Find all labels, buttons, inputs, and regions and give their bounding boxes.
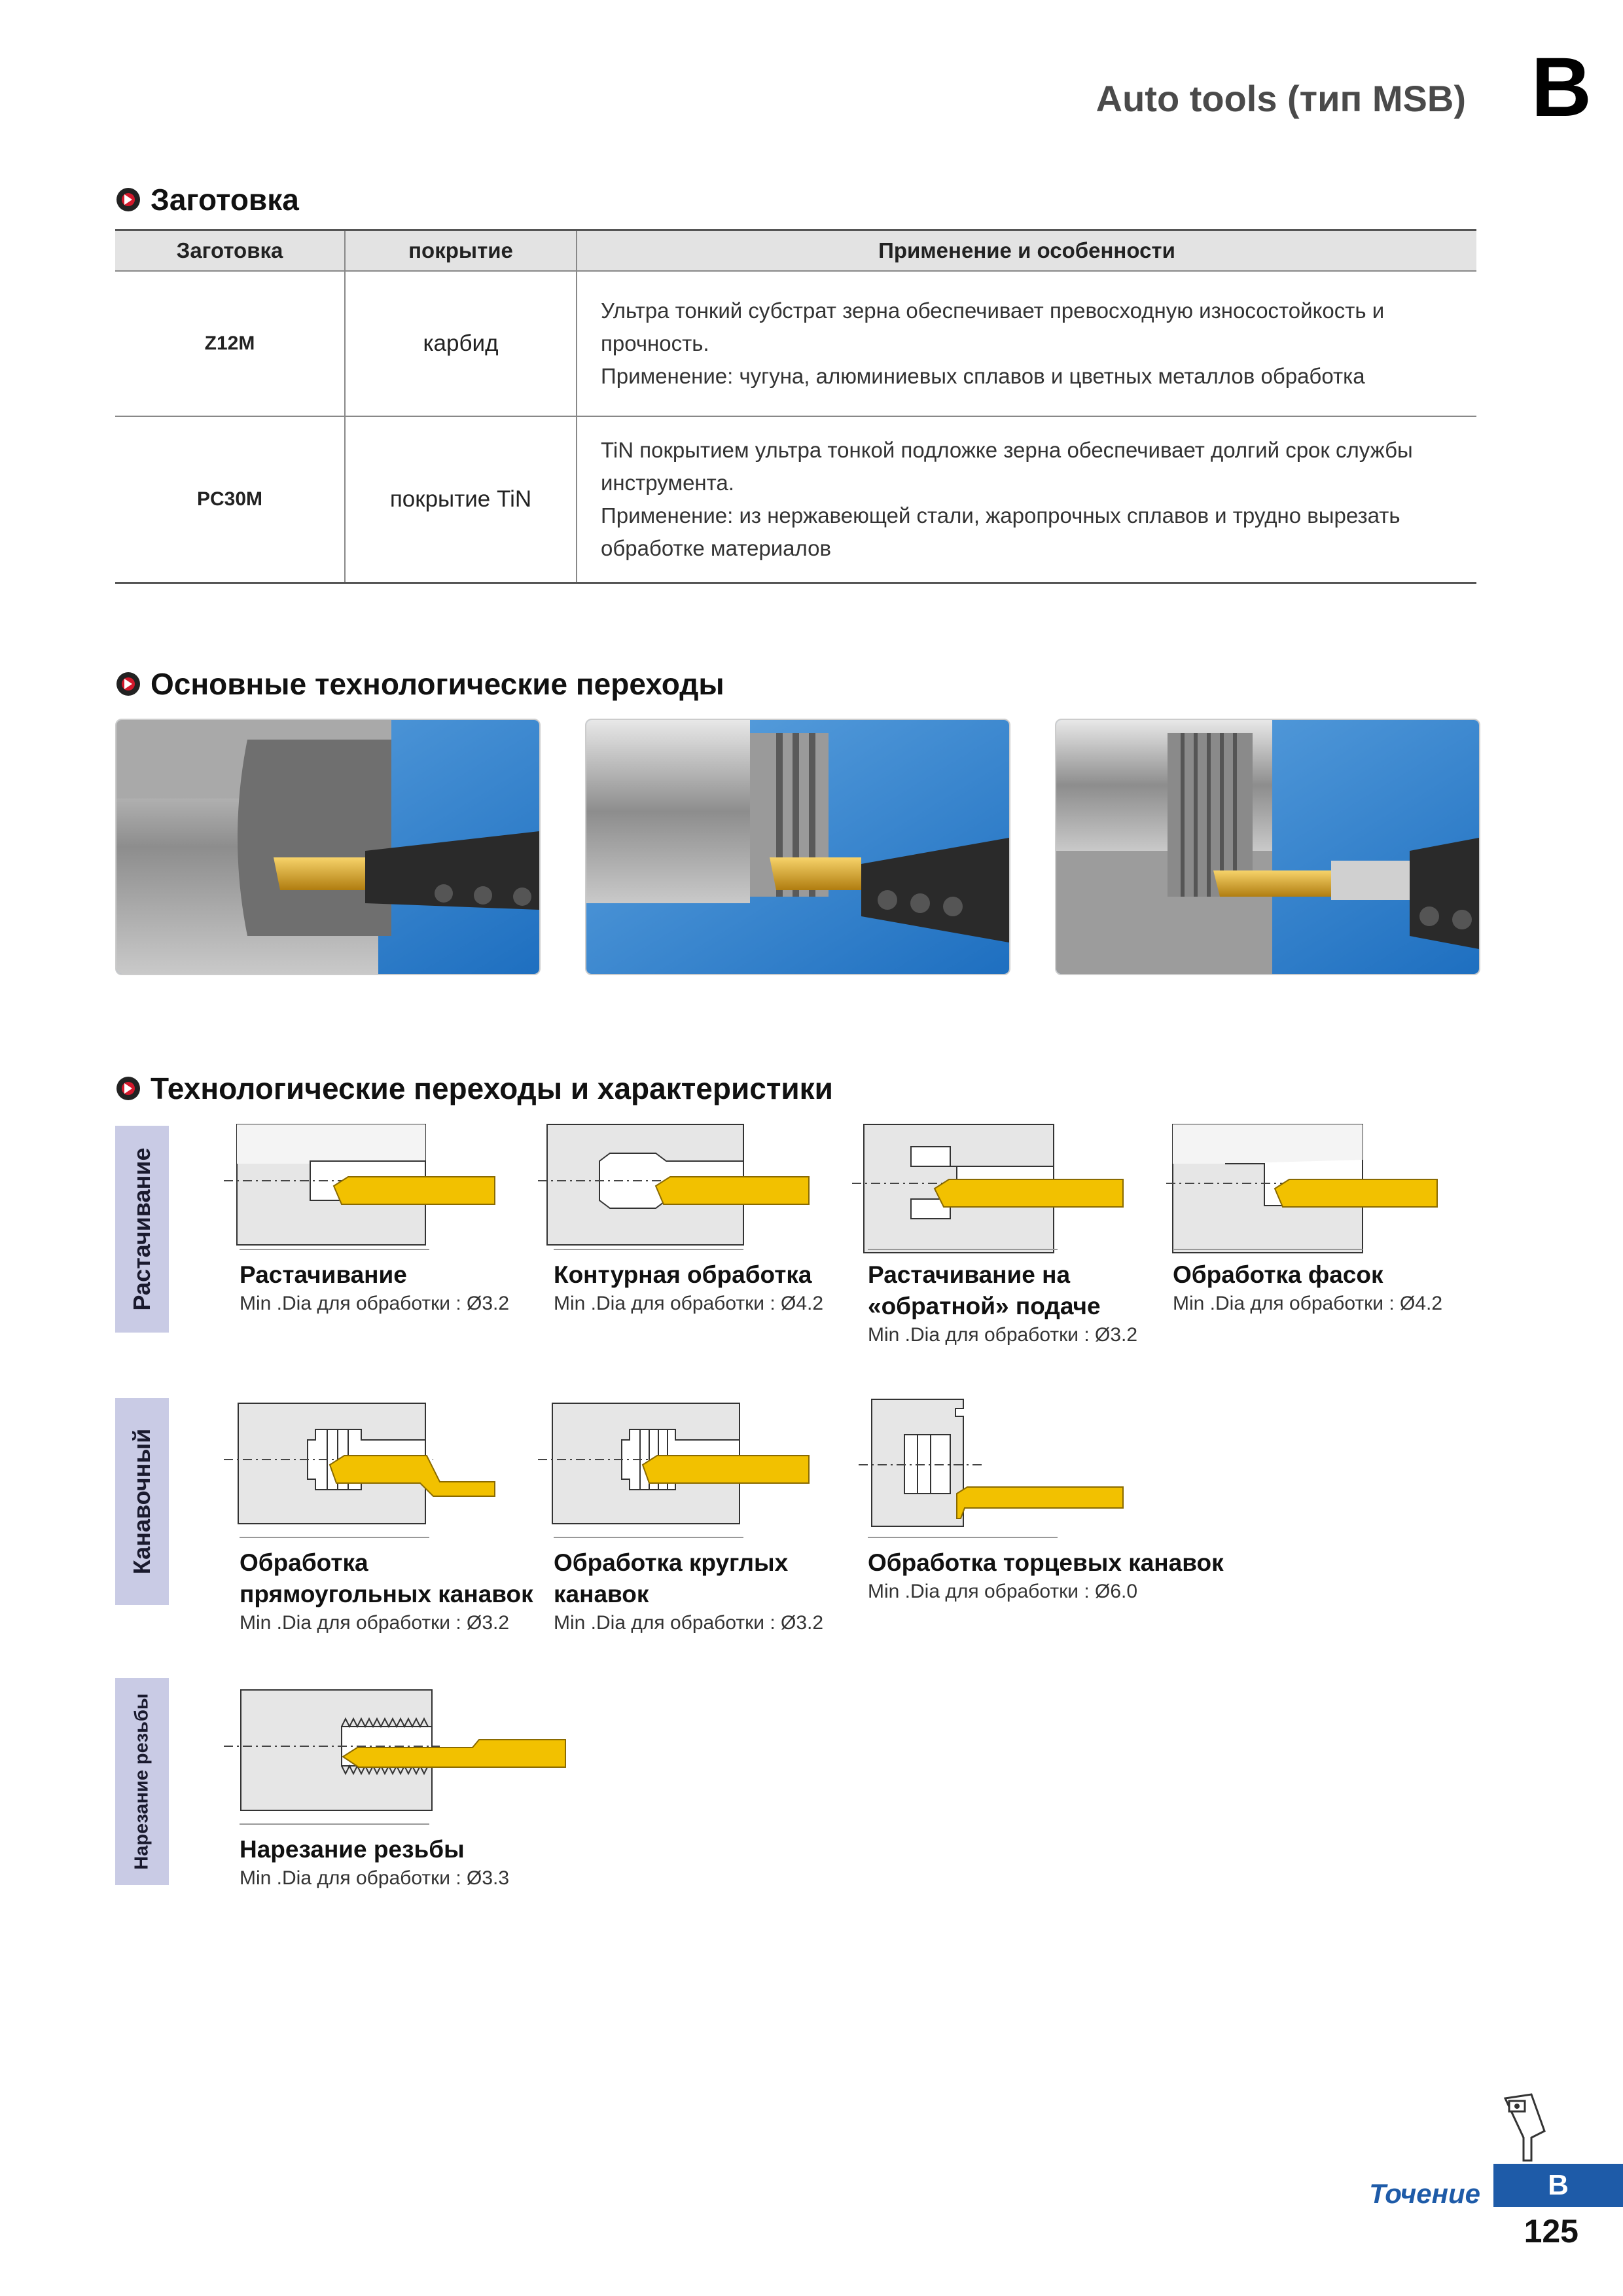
op-title: Обработка круглых <box>554 1549 789 1576</box>
section-title: Технологические переходы и характеристики <box>151 1071 833 1105</box>
description-line: обработке материалов <box>601 536 831 560</box>
description-line: инструмента. <box>601 471 734 495</box>
table-header-cell: покрытие <box>345 230 577 272</box>
card-divider <box>240 1249 429 1250</box>
turning-tool-icon <box>1492 2092 1558 2164</box>
description-line: Применение: из нержавеющей стали, жаропрочных сплавов и трудно вырезать <box>601 503 1400 528</box>
op-card-face-groove <box>868 1537 1224 1605</box>
table-row <box>115 271 1476 416</box>
rect-groove-diagram <box>224 1399 499 1530</box>
sidebar-label: Нарезание резьбы <box>131 1693 152 1870</box>
chapter-letter: B <box>1531 41 1592 134</box>
back-boring-diagram <box>852 1121 1127 1258</box>
op-title: Растачивание на <box>868 1261 1071 1288</box>
sidebar-label: Растачивание <box>128 1147 155 1311</box>
footer-chapter-badge: B <box>1493 2164 1623 2207</box>
threading-diagram <box>224 1686 577 1817</box>
table-header-row <box>115 230 1476 272</box>
coating-cell: карбид <box>345 271 577 416</box>
card-divider <box>240 1823 429 1825</box>
section-heading-grade <box>115 182 299 217</box>
section-arrow-icon <box>115 1075 141 1102</box>
coating-cell: покрытие TiN <box>345 416 577 583</box>
round-groove-diagram <box>538 1399 813 1530</box>
page-number: 125 <box>1524 2213 1578 2250</box>
card-divider <box>1173 1249 1363 1250</box>
card-divider <box>240 1537 429 1538</box>
description-cell <box>577 416 1476 583</box>
grade-table <box>115 229 1476 584</box>
grade-cell: Z12M <box>115 271 345 416</box>
sidebar-label: Канавочный <box>128 1428 155 1575</box>
internal-thread-photo <box>1055 719 1480 975</box>
op-title: Обработка торцевых канавок <box>868 1549 1224 1576</box>
op-title: Обработка фасок <box>1173 1261 1383 1288</box>
op-min-dia: Min .Dia для обработки : Ø4.2 <box>554 1293 824 1314</box>
description-line: Применение: чугуна, алюминиевых сплавов и цветных металлов обработка <box>601 364 1365 388</box>
card-divider <box>868 1249 1058 1250</box>
op-title: Нарезание резьбы <box>240 1836 465 1863</box>
section-arrow-icon <box>115 671 141 697</box>
sidebar-threading <box>115 1678 169 1885</box>
op-title: Растачивание <box>240 1261 407 1288</box>
boring-photo <box>115 719 541 975</box>
op-card-round-groove <box>554 1537 823 1636</box>
card-divider <box>554 1249 743 1250</box>
grade-cell: PC30M <box>115 416 345 583</box>
page-header-title: Auto tools (тип MSB) <box>1096 78 1466 119</box>
op-min-dia: Min .Dia для обработки : Ø3.3 <box>240 1867 510 1889</box>
description-line: прочность. <box>601 331 709 355</box>
op-min-dia: Min .Dia для обработки : Ø3.2 <box>554 1612 824 1634</box>
contour-diagram <box>538 1121 813 1251</box>
section-arrow-icon <box>115 187 141 213</box>
chamfer-diagram <box>1166 1121 1441 1258</box>
description-line: TiN покрытием ультра тонкой подложке зерна обеспечивает долгий срок службы <box>601 438 1413 462</box>
footer-section-label: Точение <box>1369 2178 1480 2209</box>
op-card-back-boring <box>868 1249 1137 1348</box>
op-card-contour <box>554 1249 823 1317</box>
op-title: «обратной» подаче <box>868 1293 1101 1319</box>
threading-photo <box>585 719 1010 975</box>
boring-diagram <box>224 1121 499 1251</box>
section-heading-ops-chars <box>115 1071 833 1106</box>
op-min-dia: Min .Dia для обработки : Ø6.0 <box>868 1581 1138 1602</box>
section-heading-main-ops <box>115 666 724 702</box>
table-header-cell: Применение и особенности <box>577 230 1476 272</box>
op-card-rect-groove <box>240 1537 533 1636</box>
face-groove-diagram <box>852 1395 1127 1539</box>
op-title: прямоугольных канавок <box>240 1581 533 1607</box>
op-title: канавок <box>554 1581 649 1607</box>
op-card-threading <box>240 1823 509 1892</box>
sidebar-boring <box>115 1126 169 1333</box>
section-title: Основные технологические переходы <box>151 667 724 701</box>
card-divider <box>868 1537 1058 1538</box>
table-row <box>115 416 1476 583</box>
description-line: Ультра тонкий субстрат зерна обеспечивает превосходную износостойкость и <box>601 298 1385 323</box>
op-title: Обработка <box>240 1549 368 1576</box>
op-title: Контурная обработка <box>554 1261 812 1288</box>
op-min-dia: Min .Dia для обработки : Ø3.2 <box>240 1293 510 1314</box>
table-header-cell: Заготовка <box>115 230 345 272</box>
op-min-dia: Min .Dia для обработки : Ø3.2 <box>868 1324 1138 1346</box>
op-card-chamfer <box>1173 1249 1442 1317</box>
card-divider <box>554 1537 743 1538</box>
op-card-boring <box>240 1249 509 1317</box>
section-title: Заготовка <box>151 183 299 217</box>
op-min-dia: Min .Dia для обработки : Ø4.2 <box>1173 1293 1443 1314</box>
op-min-dia: Min .Dia для обработки : Ø3.2 <box>240 1612 510 1634</box>
description-cell <box>577 271 1476 416</box>
sidebar-grooving <box>115 1398 169 1605</box>
